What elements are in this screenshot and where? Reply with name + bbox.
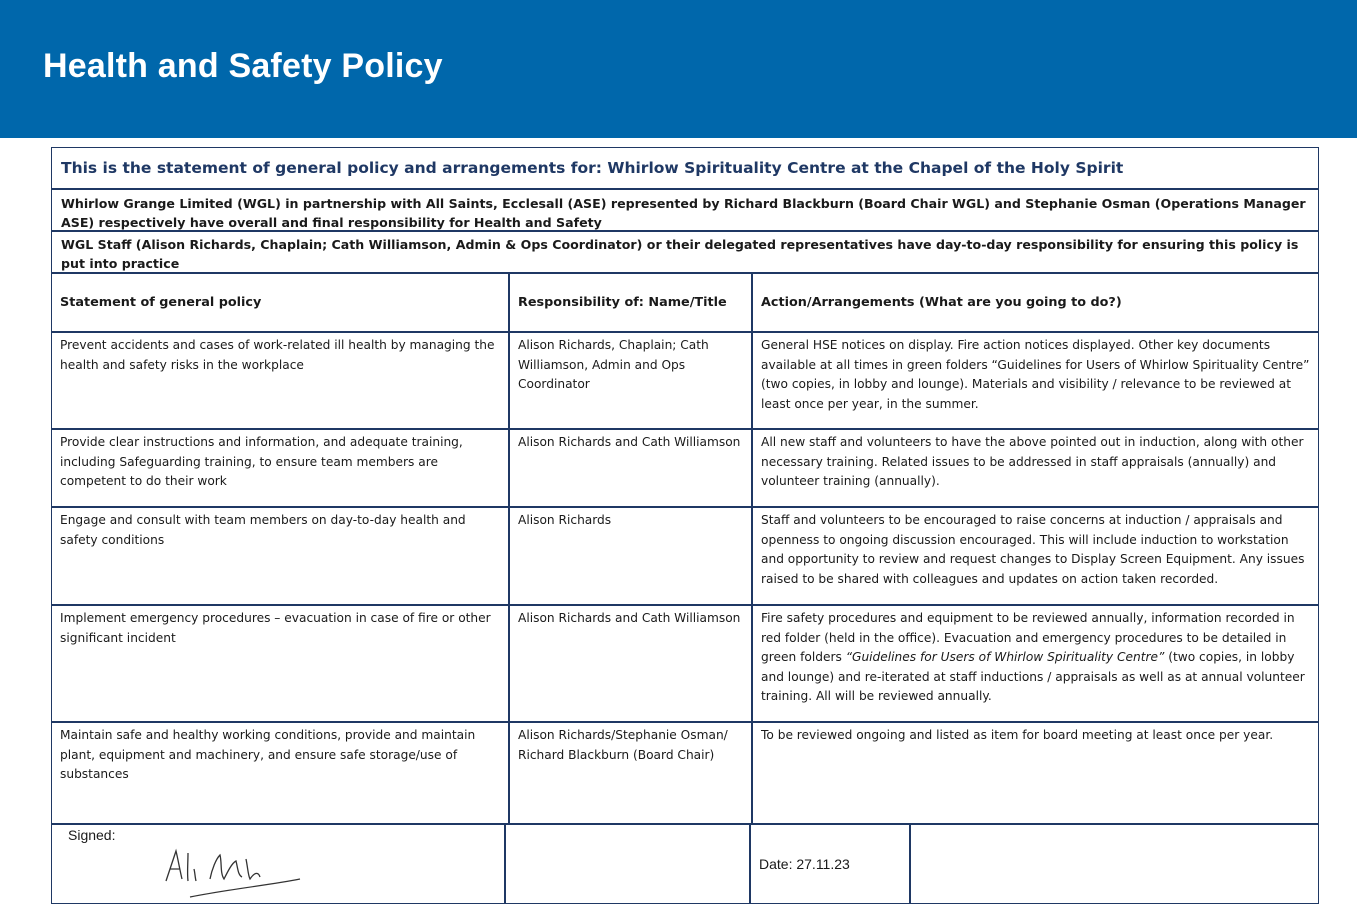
table-header-row — [52, 274, 1318, 332]
policy-cell: Prevent accidents and cases of work-related ill health by managing the health and safety risks in the workplace — [52, 332, 509, 429]
action-cell — [752, 605, 1318, 722]
table-row — [52, 722, 1318, 824]
column-header-action: Action/Arrangements (What are you going to do?) — [752, 274, 1318, 332]
date-label: Date: 27.11.23 — [759, 856, 850, 872]
action-cell: All new staff and volunteers to have the above pointed out in induction, along with other necessary training. Related issues to be addressed in staff appraisals (annually) and volunteer training (annually). — [752, 429, 1318, 507]
column-header-responsibility: Responsibility of: Name/Title — [509, 274, 752, 332]
action-cell: General HSE notices on display. Fire action notices displayed. Other key documents available at all times in green folders “Guidelines for Users of Whirlow Spirituality Centre” (two copies, in lobby and lounge). Materials and visibility / relevance to be reviewed at least once per year, in the summer. — [752, 332, 1318, 429]
table-row — [52, 605, 1318, 722]
policy-table — [52, 274, 1318, 825]
overall-responsibility: Whirlow Grange Limited (WGL) in partnership with All Saints, Ecclesall (ASE) represented by Richard Blackburn (Board Chair WGL) and Stephanie Osman (Operations Manager ASE) respectively have overall and final responsibility for Health and Safety — [52, 190, 1318, 232]
action-cell: To be reviewed ongoing and listed as item for board meeting at least once per year. — [752, 722, 1318, 824]
signature-row — [52, 825, 1318, 903]
page-title: Health and Safety Policy — [43, 47, 443, 85]
action-cell: Staff and volunteers to be encouraged to raise concerns at induction / appraisals and openness to ongoing discussion encouraged. This will include induction to workstation and opportunity to review and request changes to Display Screen Equipment. Any issues raised to be shared with colleagues and updates on action taken recorded. — [752, 507, 1318, 605]
responsibility-cell: Alison Richards, Chaplain; Cath Williamson, Admin and Ops Coordinator — [509, 332, 752, 429]
responsibility-cell: Alison Richards/Stephanie Osman/ Richard Blackburn (Board Chair) — [509, 722, 752, 824]
header-banner — [0, 0, 1357, 138]
table-row — [52, 507, 1318, 605]
policy-document — [51, 147, 1319, 904]
signature-image — [160, 839, 360, 899]
action-text: Fire safety procedures and equipment to be reviewed annually, information recorded in red folder (held in the office). Evacuation and emergency procedures to be detailed in green folders — [761, 611, 1295, 664]
table-row — [52, 332, 1318, 429]
column-header-policy: Statement of general policy — [52, 274, 509, 332]
responsibility-cell: Alison Richards and Cath Williamson — [509, 605, 752, 722]
blank-cell — [911, 825, 1318, 903]
policy-cell: Implement emergency procedures – evacuation in case of fire or other significant incident — [52, 605, 509, 722]
signed-cell — [52, 825, 506, 903]
policy-cell: Engage and consult with team members on day-to-day health and safety conditions — [52, 507, 509, 605]
responsibility-cell: Alison Richards and Cath Williamson — [509, 429, 752, 507]
responsibility-cell: Alison Richards — [509, 507, 752, 605]
signed-label: Signed: — [68, 827, 116, 843]
blank-cell — [506, 825, 751, 903]
table-row — [52, 429, 1318, 507]
policy-cell: Provide clear instructions and information, and adequate training, including Safeguarding training, to ensure team members are competent to do their work — [52, 429, 509, 507]
staff-responsibility: WGL Staff (Alison Richards, Chaplain; Cath Williamson, Admin & Ops Coordinator) or their delegated representatives have day-to-day responsibility for ensuring this policy is put into practice — [52, 232, 1318, 274]
policy-statement: This is the statement of general policy and arrangements for: Whirlow Spirituality Centre at the Chapel of the Holy Spirit — [52, 148, 1318, 190]
action-text-italic: “Guidelines for Users of Whirlow Spirituality Centre” — [845, 650, 1165, 664]
date-cell — [751, 825, 911, 903]
action-text: (two copies, in lobby and lounge) and re-iterated at staff inductions / appraisals as well as at annual volunteer training. All will be reviewed annually. — [761, 650, 1305, 703]
policy-cell: Maintain safe and healthy working conditions, provide and maintain plant, equipment and machinery, and ensure safe storage/use of substances — [52, 722, 509, 824]
